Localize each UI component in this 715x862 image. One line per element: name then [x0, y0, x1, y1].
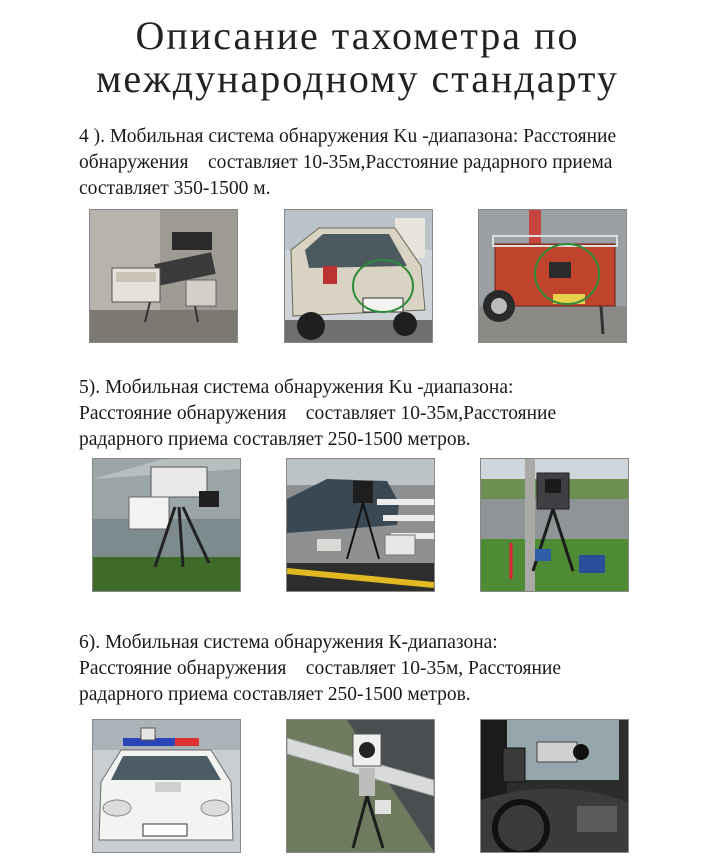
section-5-description — [79, 375, 679, 453]
page-title-line-1: Описание тахометра по — [135, 13, 580, 58]
section-4-description — [79, 124, 679, 202]
photo-radar-tripod-crosswalk — [286, 458, 435, 592]
photo-radar-tripod-roadside — [92, 458, 241, 592]
section-6-line-3: радарного приема составляет 250-1500 метров. — [79, 684, 471, 705]
section-6-line-1: 6). Мобильная система обнаружения К-диапазона: — [79, 632, 498, 653]
section-6-description — [79, 630, 679, 708]
section-4-line-1: 4 ). Мобильная система обнаружения Ku -диапазона: Расстояние — [79, 126, 617, 147]
section-4-line-2: обнаружения составляет 10-35м,Расстояние радарного приема — [79, 152, 613, 173]
photo-radar-on-guardrail — [286, 719, 435, 853]
photo-radar-on-car-rear — [284, 209, 433, 343]
photo-radar-trailer — [478, 209, 627, 343]
photo-radar-on-police-car — [92, 719, 241, 853]
section-5-line-1: 5). Мобильная система обнаружения Ku -диапазона: — [79, 377, 514, 398]
section-5-line-3: радарного приема составляет 250-1500 метров. — [79, 429, 471, 450]
section-4-line-3: составляет 350-1500 м. — [79, 178, 271, 199]
section-6-line-2: Расстояние обнаружения составляет 10-35м, Расстояние — [79, 658, 561, 679]
photo-radar-tripod-grass — [480, 458, 629, 592]
section-5-line-2: Расстояние обнаружения составляет 10-35м,Расстояние — [79, 403, 557, 424]
photo-radar-on-wall-mount — [89, 209, 238, 343]
page-title-line-2: международному стандарту — [96, 56, 619, 101]
photo-radar-inside-car — [480, 719, 629, 853]
